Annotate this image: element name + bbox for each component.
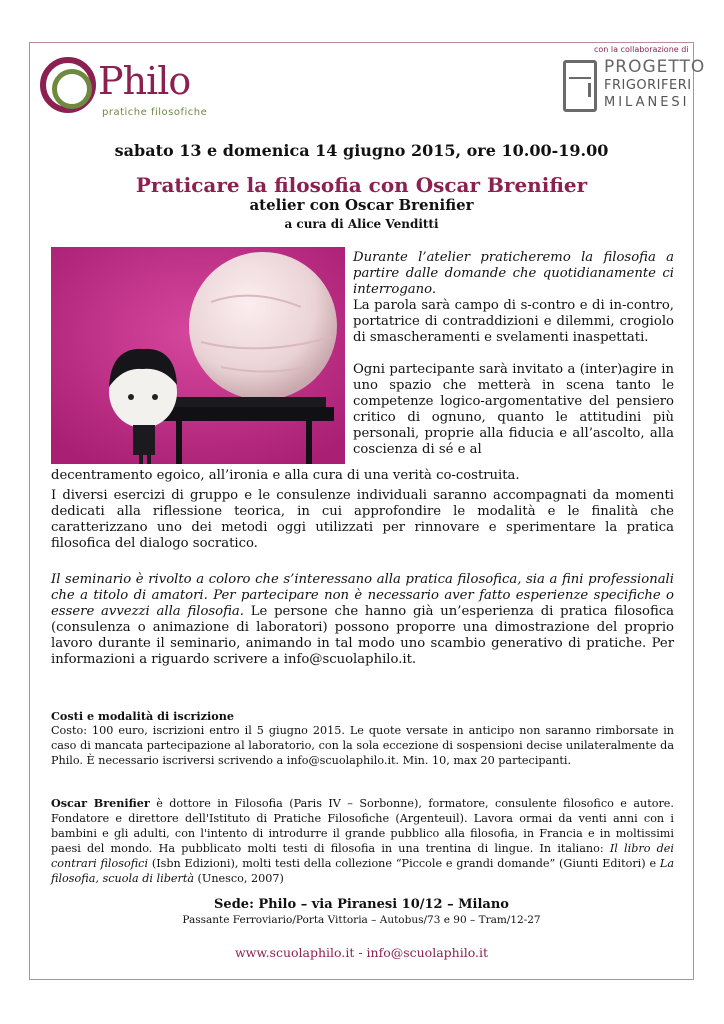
venue-address: Sede: Philo – via Piranesi 10/12 – Milano bbox=[214, 897, 509, 912]
philo-logo-name: Philo bbox=[98, 59, 191, 103]
costs-heading: Costi e modalità di iscrizione bbox=[51, 709, 234, 723]
paragraph-partecipante: Ogni partecipante sarà invitato a (inter)agire in uno spazio che metterà in scena tanto le competenze logico-argomentative del pensiero critico di ognuno, quanto le attitudini più personali, proprie alla fiducia e all’ascolto, alla coscienza di sé e al bbox=[353, 362, 674, 457]
intro-paragraph: Durante l’atelier praticheremo la filosofia a partire dalle domande che quotidianamente ci interrogano. bbox=[353, 250, 674, 297]
paragraph-parola: La parola sarà campo di s-contro e di in-contro, portatrice di contraddizioni e dilemmi, crogiolo di smascheramenti e svelamenti inaspettati. bbox=[353, 298, 674, 345]
bio-text-1: è dottore in Filosofia (Paris IV – Sorbonne), formatore, consulente filosofico e autore. Fondatore e direttore dell'Istituto di Pratiche Filosofiche (Argenteuil). Lavora ormai da venti anni con i bambini e gli adulti, con l'intento di introdurre il grande pubblico alla filosofia, in Francia e in moltissimi paesi del mondo. Ha pubblicato molti testi di filosofia in una trentina di lingue. In italiano: bbox=[51, 797, 674, 855]
paragraph-esercizi: I diversi esercizi di gruppo e le consulenze individuali saranno accompagnati da momenti dedicati alla riflessione teorica, in cui approfondire le modalità e le finalità che caratterizzano uno dei metodi oggi utilizzati per rinnovare e sperimentare la pratica filosofica del dialogo socratico. bbox=[51, 488, 674, 551]
bio-book-1: Il libro dei contrari filosofici bbox=[51, 842, 675, 870]
collaboration-label: con la collaborazione di bbox=[594, 45, 689, 54]
paragraph-decentramento: decentramento egoico, all’ironia e alla cura di una verità co-costruita. bbox=[51, 468, 520, 483]
philo-logo-tagline: pratiche filosofiche bbox=[102, 107, 208, 118]
event-subtitle: atelier con Oscar Brenifier bbox=[249, 196, 474, 214]
fridge-icon bbox=[563, 60, 597, 112]
bio-book-2: La filosofia, scuola di libertà bbox=[51, 857, 674, 885]
website-link[interactable]: www.scuolaphilo.it - info@scuolaphilo.it bbox=[234, 945, 489, 960]
event-date: sabato 13 e domenica 14 giugno 2015, ore 10.00-19.00 bbox=[114, 141, 609, 160]
costs-text: Costo: 100 euro, iscrizioni entro il 5 giugno 2015. Le quote versate in anticipo non saranno rimborsate in caso di mancata partecipazione al laboratorio, con la sola eccezione di sospensioni decise unilateralmente da Philo. È necessario iscriversi scrivendo a info@scuolaphilo.it. Min. 10, max 20 partecipanti. bbox=[51, 724, 674, 767]
philo-logo bbox=[40, 57, 210, 123]
collaboration-line-2: FRIGORIFERI bbox=[604, 78, 692, 93]
bio-text-2: (Isbn Edizioni), molti testi della collezione “Piccole e grandi domande” (Giunti Editori) e bbox=[148, 857, 660, 870]
bio-name: Oscar Brenifier bbox=[51, 796, 150, 810]
paragraph-seminario bbox=[51, 572, 674, 668]
event-curator: a cura di Alice Venditti bbox=[284, 217, 439, 231]
transport-info: Passante Ferroviario/Porta Vittoria – Autobus/73 e 90 – Tram/12-27 bbox=[182, 914, 541, 926]
bio-text-3: (Unesco, 2007) bbox=[194, 872, 284, 885]
collaboration-line-3: MILANESI bbox=[604, 95, 690, 110]
bio-paragraph bbox=[51, 796, 674, 886]
collaboration-line-1: PROGETTO bbox=[604, 57, 706, 77]
fridge-door-line bbox=[569, 77, 591, 79]
philo-logo-inner-ring bbox=[52, 69, 92, 109]
event-title: Praticare la filosofia con Oscar Brenifier bbox=[135, 173, 588, 197]
event-photo-illustration bbox=[51, 247, 345, 464]
event-photo bbox=[51, 247, 345, 464]
philo-logo-ring-icon bbox=[40, 57, 96, 113]
seminario-italic: Il seminario è rivolto a coloro che s’interessano alla pratica filosofica, sia a fini professionali che a titolo di amatori. Per partecipare non è necessario aver fatto esperienze specifiche o essere avvezzi alla filosofia. bbox=[51, 572, 674, 619]
fridge-handle bbox=[588, 83, 591, 97]
seminario-rest: Le persone che hanno già un’esperienza di pratica filosofica (consulenza o animazione di laboratori) possono proporre una dimostrazione del proprio lavoro durante il seminario, animando in tal modo uno scambio generativo di pratiche. Per informazioni a riguardo scrivere a info@scuolaphilo.it. bbox=[51, 604, 674, 667]
